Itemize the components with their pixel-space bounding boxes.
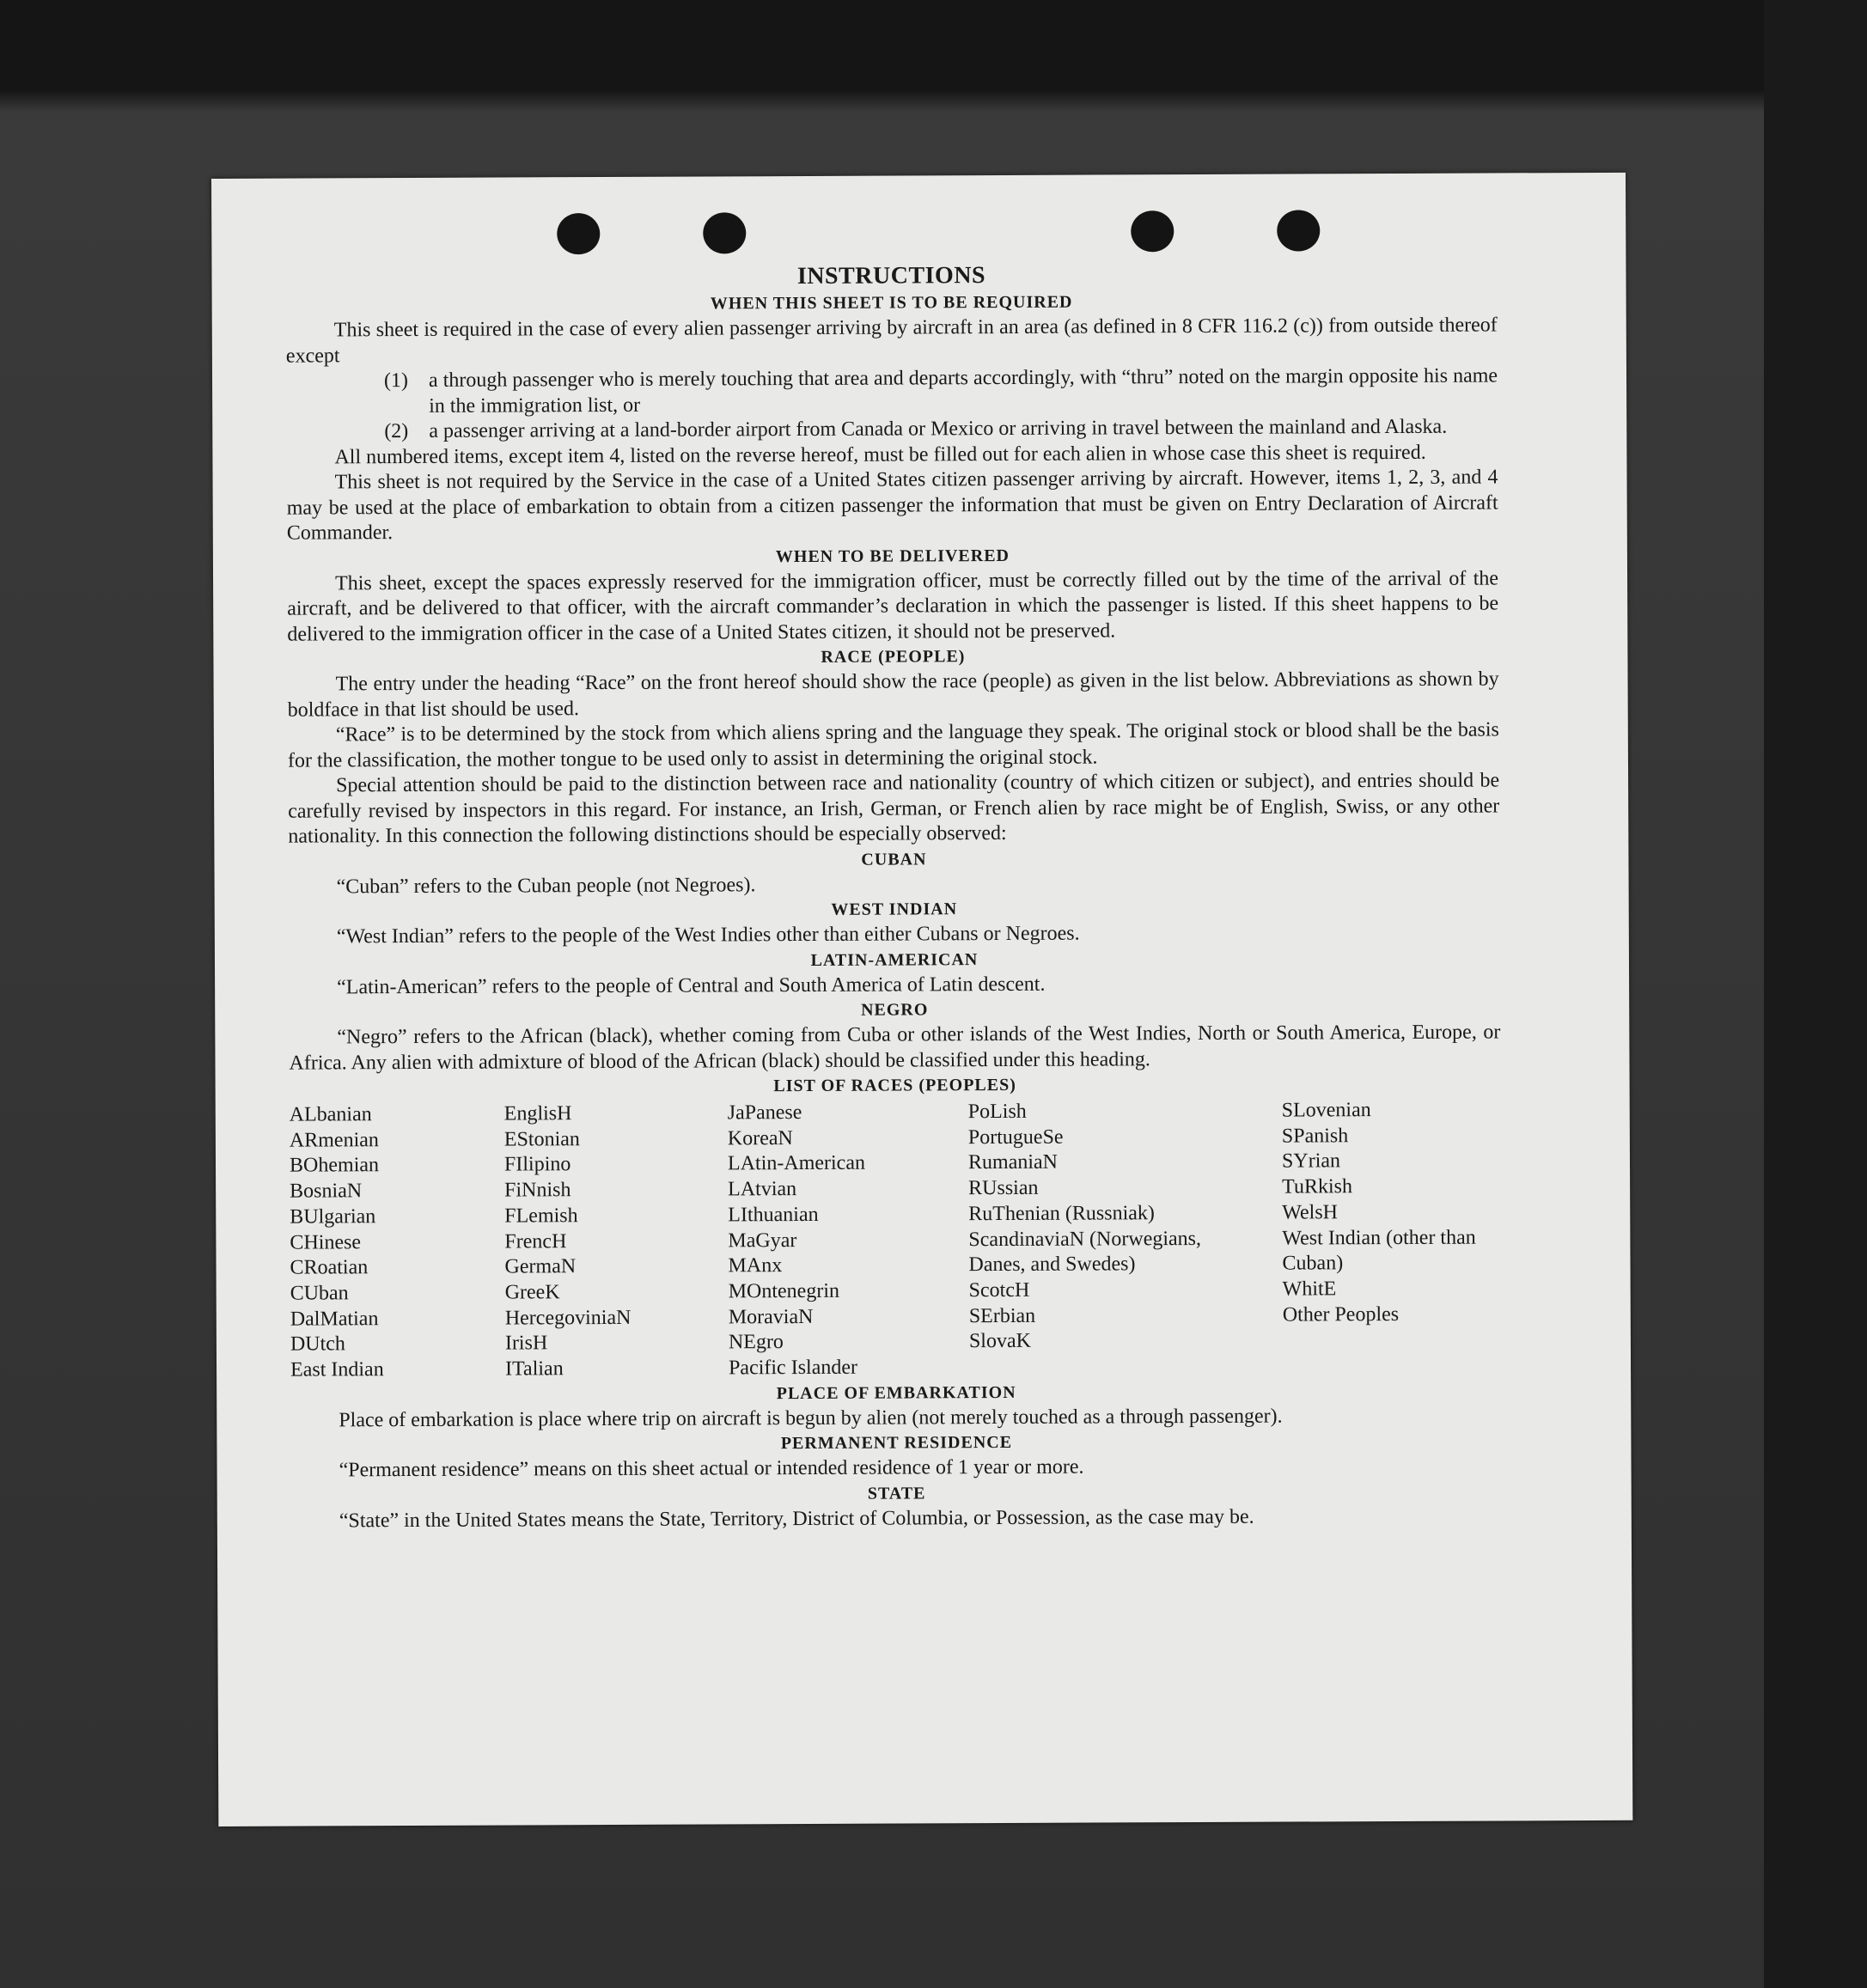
- race-item: Other Peoples: [1282, 1302, 1400, 1326]
- race-item: DUtch: [290, 1332, 345, 1356]
- race-item: East Indian: [290, 1358, 384, 1381]
- paragraph: “State” in the United States means the State, Territory, District of Columbia, or Possession, as the case may be.: [339, 1505, 1254, 1533]
- race-item: CHinese: [290, 1230, 362, 1254]
- race-item: MaGyar: [728, 1229, 797, 1252]
- race-item: LIthuanian: [728, 1203, 819, 1227]
- document-sheet: [211, 173, 1632, 1826]
- race-item: Pacific Islander: [728, 1356, 858, 1380]
- section-heading-latin-american: LATIN-AMERICAN: [810, 949, 979, 970]
- race-item: EStonian: [503, 1127, 580, 1151]
- item-text: a passenger arriving at a land-border airport from Canada or Mexico or arriving in travel between the mainland and Alaska.: [429, 415, 1448, 442]
- section-heading-delivered: WHEN TO BE DELIVERED: [775, 546, 1010, 566]
- instructions-content: [285, 259, 1502, 1534]
- race-item: PortugueSe: [967, 1125, 1064, 1149]
- race-item: DalMatian: [290, 1307, 379, 1331]
- races-column: [504, 1101, 729, 1382]
- item-text: a through passenger who is merely touching that area and departs accordingly, with “thru” noted on the margin opposite his name in the immigration list, or: [428, 364, 1498, 418]
- race-item: IrisH: [504, 1332, 548, 1355]
- paragraph: Place of embarkation is place where trip on aircraft is begun by alien (not merely touched as a through passenger).: [339, 1405, 1283, 1432]
- section-heading-required: WHEN THIS SHEET IS TO BE REQUIRED: [710, 292, 1073, 314]
- race-item: SLovenian: [1281, 1099, 1371, 1122]
- race-item: LAtin-American: [727, 1152, 866, 1175]
- race-item: ALbanian: [289, 1103, 372, 1126]
- list-of-races: [290, 1097, 1502, 1383]
- race-item: FrencH: [504, 1229, 567, 1253]
- section-heading-state: STATE: [867, 1484, 926, 1503]
- scan-edge: [1764, 0, 1867, 1988]
- section-heading-embarkation: PLACE OF EMBARKATION: [776, 1382, 1016, 1403]
- race-item: ScandinaviaN (Norwegians, Danes, and Swedes): [968, 1227, 1202, 1277]
- item-number: (2): [384, 420, 409, 443]
- race-item: BUlgarian: [290, 1204, 376, 1229]
- race-item: LAtvian: [728, 1178, 797, 1201]
- race-item: SYrian: [1281, 1150, 1341, 1173]
- exception-item: [286, 363, 1498, 419]
- races-column: [968, 1099, 1283, 1381]
- paragraph: This sheet, except the spaces expressly reserved for the immigration officer, must be correctly filled out by the time of the arrival of the aircraft, and be delivered to that officer, with the aircraft commander’s declaration in which the passenger is listed. If this sheet happens to be delivered to the immigration officer in the case of a United States citizen, it should not be preserved.: [287, 566, 1499, 646]
- race-item: MOntenegrin: [728, 1279, 840, 1303]
- race-item: RumaniaN: [967, 1151, 1059, 1174]
- race-item: SErbian: [968, 1304, 1036, 1327]
- section-heading-list-of-races: LIST OF RACES (PEOPLES): [773, 1075, 1016, 1096]
- race-item: EnglisH: [503, 1102, 572, 1125]
- race-item: BOhemian: [289, 1154, 380, 1178]
- punch-hole: [703, 212, 746, 253]
- paragraph: “Race” is to be determined by the stock from which aliens spring and the language they speak. The original stock or blood shall be the basis for the classification, the mother tongue to be used only to assist in determining the original stock.: [287, 718, 1499, 772]
- race-item: ScotcH: [968, 1278, 1030, 1302]
- race-item: RUssian: [968, 1176, 1039, 1200]
- races-column: [1282, 1097, 1502, 1379]
- race-item: JaPanese: [727, 1101, 802, 1125]
- race-item: GermaN: [504, 1255, 577, 1278]
- race-item: SPanish: [1281, 1124, 1349, 1148]
- punch-hole: [557, 213, 600, 254]
- race-item: CUban: [290, 1282, 349, 1305]
- paragraph: The entry under the heading “Race” on the front hereof should show the race (people) as given in the list below. Abbreviations as shown by boldface in that list should be used.: [287, 668, 1499, 722]
- races-column: [290, 1102, 505, 1384]
- race-item: HercegoviniaN: [504, 1306, 631, 1330]
- race-item: FIlipino: [503, 1153, 571, 1176]
- race-item: MAnx: [728, 1254, 783, 1278]
- race-item: PoLish: [967, 1100, 1027, 1124]
- section-heading-cuban: CUBAN: [861, 849, 927, 869]
- section-heading-west-indian: WEST INDIAN: [831, 899, 958, 919]
- race-item: WhitE: [1282, 1278, 1337, 1301]
- race-item: FiNnish: [504, 1179, 571, 1202]
- race-item: FLemish: [504, 1204, 578, 1228]
- race-item: ARmenian: [289, 1128, 379, 1152]
- races-column: [728, 1100, 969, 1381]
- race-item: WelsH: [1282, 1201, 1339, 1224]
- race-item: SlovaK: [968, 1330, 1031, 1353]
- paragraph: “West Indian” refers to the people of the West Indies other than either Cubans or Negroes.: [336, 922, 1080, 948]
- paragraph: Special attention should be paid to the distinction between race and nationality (country of which citizen or subject), and entries should be carefully revised by inspectors in this regard. For instance, an Irish, German, or French alien by race might be of English, Swiss, or any other nationality. In this connection the following distinctions should be especially observed:: [288, 769, 1500, 848]
- race-item: BosniaN: [290, 1180, 363, 1203]
- page-title: INSTRUCTIONS: [796, 262, 986, 290]
- race-item: TuRkish: [1282, 1175, 1353, 1198]
- paragraph: All numbered items, except item 4, listed on the reverse hereof, must be filled out for each alien in whose case this sheet is required.: [334, 441, 1426, 468]
- race-item: NEgro: [728, 1331, 784, 1354]
- paragraph: “Permanent residence” means on this sheet actual or intended residence of 1 year or more.: [339, 1455, 1084, 1482]
- race-item: MoraviaN: [728, 1305, 814, 1329]
- race-item: West Indian (other than Cuban): [1282, 1226, 1476, 1275]
- section-heading-residence: PERMANENT RESIDENCE: [780, 1433, 1013, 1454]
- race-item: GreeK: [504, 1281, 560, 1304]
- section-heading-race: RACE (PEOPLE): [821, 647, 966, 667]
- race-item: ITalian: [504, 1357, 564, 1381]
- race-item: CRoatian: [290, 1256, 369, 1279]
- paragraph: This sheet is required in the case of every alien passenger arriving by aircraft in an area (as defined in 8 CFR 116.2 (c)) from outside thereof except: [285, 314, 1498, 368]
- paragraph: “Cuban” refers to the Cuban people (not Negroes).: [336, 873, 756, 898]
- section-heading-negro: NEGRO: [861, 1000, 929, 1020]
- punch-hole: [1277, 210, 1320, 251]
- item-number: (1): [383, 369, 409, 393]
- race-item: RuThenian (Russniak): [968, 1202, 1155, 1225]
- paragraph: This sheet is not required by the Service in the case of a United States citizen passenger arriving by aircraft. However, items 1, 2, 3, and 4 may be used at the place of embarkation to obtain from a citizen passenger the information that must be given on Entry Declaration of Aircraft Commander.: [286, 466, 1498, 545]
- paragraph: “Negro” refers to the African (black), whether coming from Cuba or other islands of the West Indies, North or South America, Europe, or Africa. Any alien with admixture of blood of the African (black) should be classified under this heading.: [289, 1021, 1501, 1075]
- punch-hole: [1131, 210, 1174, 252]
- paragraph: “Latin-American” refers to the people of Central and South America of Latin descent.: [337, 973, 1046, 998]
- race-item: KoreaN: [727, 1126, 793, 1150]
